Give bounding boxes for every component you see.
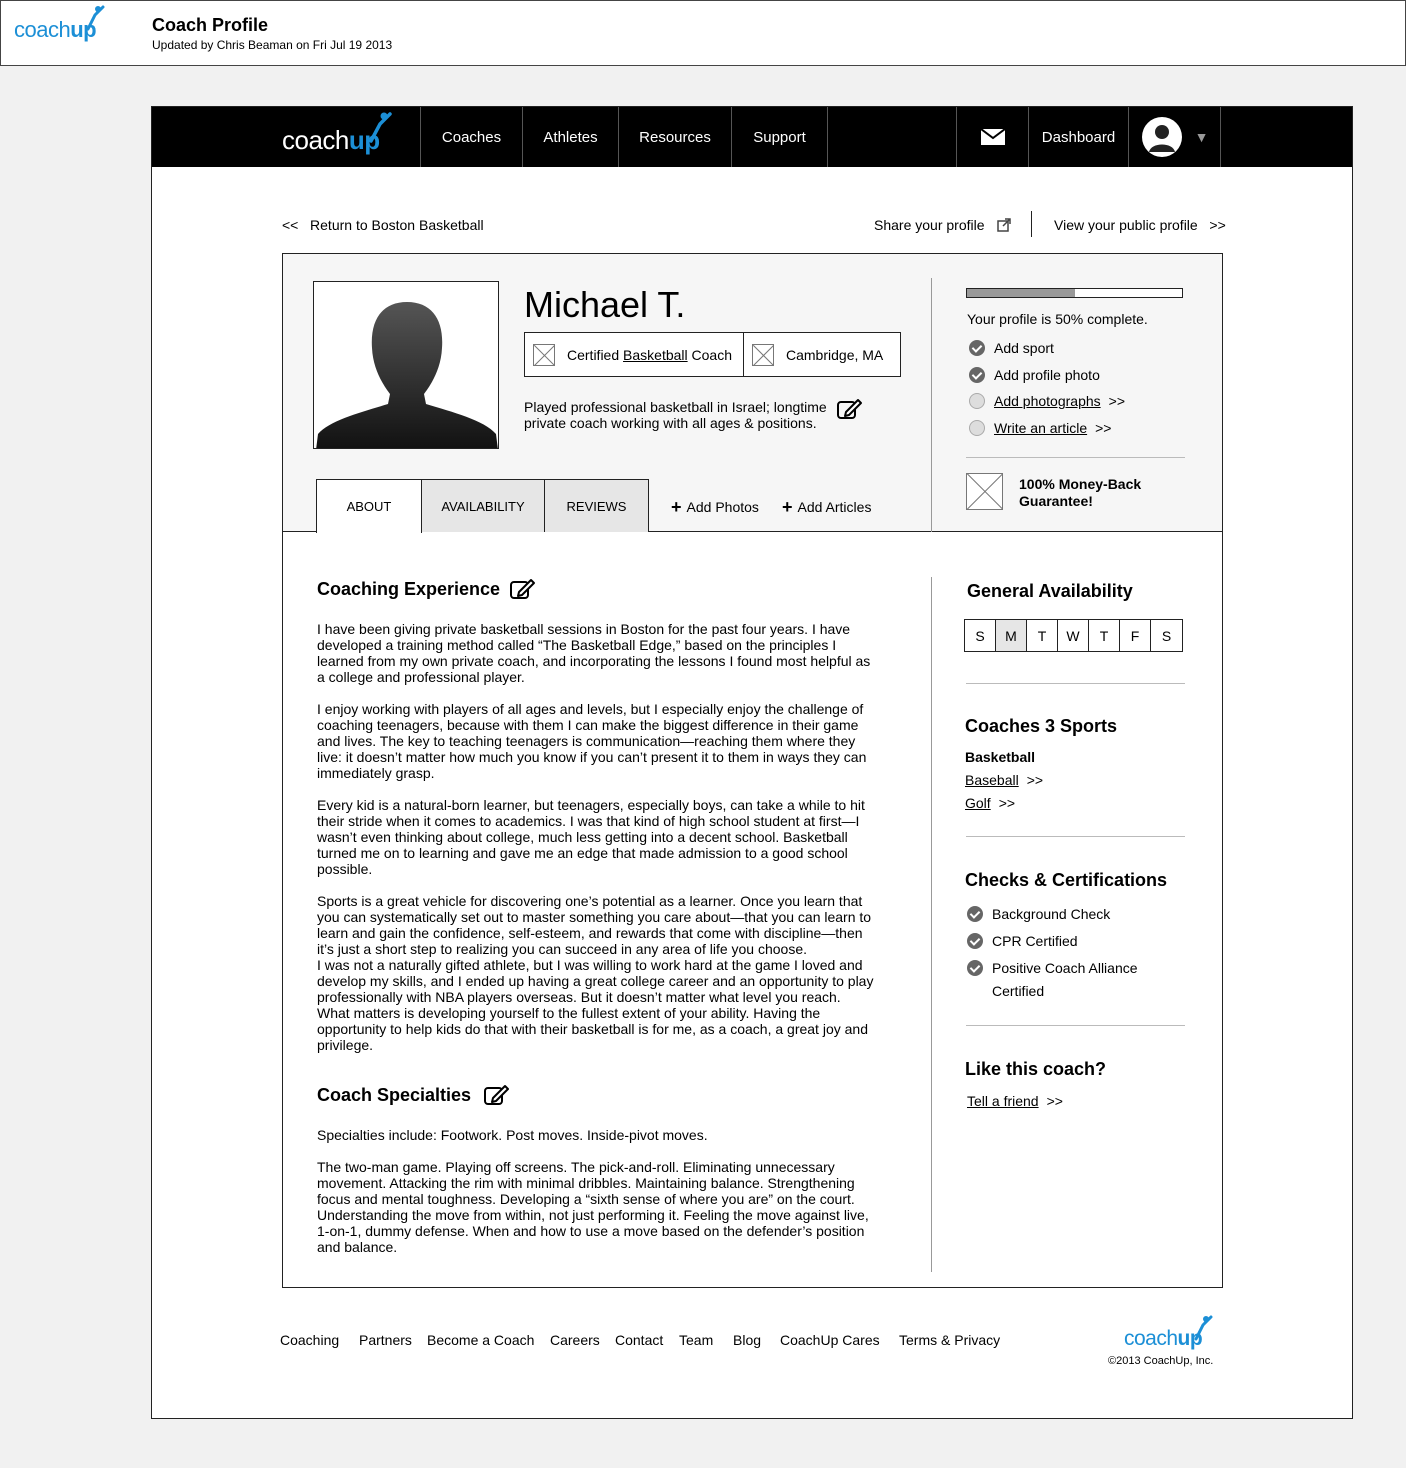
day-wednesday: W bbox=[1058, 620, 1089, 651]
day-friday: F bbox=[1120, 620, 1151, 651]
doc-header bbox=[0, 0, 1406, 66]
footer-become-coach[interactable]: Become a Coach bbox=[427, 1332, 535, 1348]
like-coach-title: Like this coach? bbox=[965, 1059, 1107, 1079]
experience-paragraph: I have been giving private basketball sessions in Boston for the past four years. I have developed a training method called “The Basketball Edge,” based on the principles I learned from my own private coach, and incorporating the lessons I found most helpful as a college and professional player. bbox=[317, 621, 871, 685]
footer-careers[interactable]: Careers bbox=[550, 1332, 600, 1348]
logo-figure-icon bbox=[84, 5, 106, 31]
tell-a-friend-link[interactable]: Tell a friend >> bbox=[967, 1093, 1063, 1109]
certifications-title: Checks & Certifications bbox=[965, 870, 1168, 890]
messages-button[interactable] bbox=[956, 107, 1028, 167]
nav-resources[interactable]: Resources bbox=[618, 107, 731, 167]
link-divider bbox=[1031, 211, 1032, 237]
nav-separator bbox=[827, 107, 828, 167]
footer-coaching[interactable]: Coaching bbox=[280, 1332, 340, 1348]
cert-cpr: CPR Certified bbox=[967, 933, 1078, 949]
profile-progress-text: Your profile is 50% complete. bbox=[967, 311, 1148, 327]
back-link[interactable]: << Return to Boston Basketball bbox=[282, 217, 484, 233]
user-menu[interactable] bbox=[1128, 107, 1221, 167]
page-frame bbox=[151, 106, 1353, 1419]
checklist-add-photographs[interactable]: Add photographs >> bbox=[969, 393, 1125, 409]
doc-title: Coach Profile bbox=[152, 15, 269, 35]
edit-experience-icon[interactable] bbox=[510, 578, 536, 600]
tab-about[interactable]: ABOUT bbox=[316, 479, 422, 533]
footer-terms-privacy[interactable]: Terms & Privacy bbox=[899, 1332, 1001, 1348]
edit-specialties-icon[interactable] bbox=[484, 1084, 510, 1106]
unchecked-circle-icon bbox=[969, 420, 985, 436]
cert-positive-coach-alliance: Positive Coach Alliance bbox=[967, 960, 1138, 976]
plus-icon: + bbox=[782, 497, 793, 517]
tab-availability[interactable]: AVAILABILITY bbox=[421, 479, 545, 532]
logo-figure-icon bbox=[366, 111, 394, 143]
sport-link-baseball[interactable]: Baseball >> bbox=[965, 772, 1044, 788]
footer-coachup-cares[interactable]: CoachUp Cares bbox=[780, 1332, 880, 1348]
availability-days bbox=[964, 619, 1183, 652]
profile-card bbox=[282, 253, 1223, 1288]
day-monday: M bbox=[996, 620, 1027, 651]
coach-bio: Played professional basketball in Israel; longtime private coach working with all ages & positions. bbox=[524, 399, 827, 431]
nav-logo[interactable]: coachup bbox=[282, 125, 380, 156]
copyright: ©2013 CoachUp, Inc. bbox=[1108, 1355, 1214, 1367]
doc-logo: coachup bbox=[14, 17, 96, 43]
placeholder-image-icon bbox=[752, 344, 774, 366]
sidebar-divider bbox=[966, 1025, 1185, 1026]
tab-reviews[interactable]: REVIEWS bbox=[544, 479, 649, 532]
check-icon bbox=[969, 340, 985, 356]
header-divider bbox=[931, 278, 932, 532]
day-saturday: S bbox=[1161, 627, 1172, 644]
external-link-icon bbox=[997, 218, 1011, 232]
day-thursday: T bbox=[1089, 620, 1120, 651]
unchecked-circle-icon bbox=[969, 393, 985, 409]
certification-tag: Certified Basketball Coach bbox=[524, 332, 744, 377]
experience-paragraph: I enjoy working with players of all ages and levels, but I especially enjoy the challenge of coaching teenagers, because with them I can make the biggest difference in their game and lives. The key to teaching teenagers is communication—reaching them where they live: it doesn’t matter how much you know if you can’t present it to them in ways they can immediately grasp. bbox=[317, 701, 867, 781]
coach-specialties-title: Coach Specialties bbox=[317, 1085, 472, 1105]
content-divider bbox=[931, 577, 932, 1272]
general-availability-title: General Availability bbox=[967, 581, 1133, 601]
experience-paragraph: I was not a naturally gifted athlete, but I was willing to work hard at the game I loved and develop my skills, and I ended up having a great college career and an opportunity to play professionally with NBA players overseas. But it doesn’t matter what level you reach. What matters is developing yourself to the fullest extent of your ability. Having the opportunity to help kids do that with their basketball is for me, as a coach, a great joy and privilege. bbox=[317, 957, 874, 1053]
coaching-experience-title: Coaching Experience bbox=[317, 579, 501, 599]
doc-subtitle: Updated by Chris Beaman on Fri Jul 19 2013 bbox=[152, 38, 393, 52]
footer-team[interactable]: Team bbox=[679, 1332, 714, 1348]
cert-positive-coach-alliance-cont: Certified bbox=[992, 983, 1045, 999]
day-sunday: S bbox=[965, 620, 996, 651]
envelope-icon bbox=[981, 129, 1005, 145]
logo-figure-icon bbox=[1192, 1315, 1214, 1341]
experience-paragraph: Every kid is a natural-born learner, but teenagers, especially boys, can take a while to hit their stride when it comes to academics. I was that kind of high school student at first—I wasn’t even thinking about college, much less getting into a decent school. Basketball turned me on to learning and gave me an edge that made admission to a good school possible. bbox=[317, 797, 865, 877]
coach-name: Michael T. bbox=[524, 284, 686, 325]
view-public-profile-link[interactable]: View your public profile >> bbox=[1054, 217, 1226, 233]
check-icon bbox=[967, 960, 983, 976]
footer-logo[interactable]: coachup bbox=[1124, 1327, 1202, 1351]
plus-icon: + bbox=[671, 497, 682, 517]
primary-sport: Basketball bbox=[965, 749, 1036, 765]
nav-athletes[interactable]: Athletes bbox=[522, 107, 618, 167]
footer-partners[interactable]: Partners bbox=[359, 1332, 412, 1348]
checklist-divider bbox=[966, 457, 1185, 458]
checklist-add-sport: Add sport bbox=[969, 340, 1054, 356]
person-silhouette-icon bbox=[314, 282, 499, 449]
sidebar-divider bbox=[966, 836, 1185, 837]
experience-paragraph: Sports is a great vehicle for discovering one’s potential as a learner. Once you learn that you can systematically set out to master something you care about—that you can learn to learn and gain the confidence, self-esteem, and rewards that come with discipline—then it’s just a short step to realizing you can succeed in any area of life you choose. bbox=[317, 893, 872, 957]
avatar-icon bbox=[1141, 116, 1183, 158]
navbar bbox=[152, 107, 1352, 167]
sports-title: Coaches 3 Sports bbox=[965, 716, 1118, 736]
check-icon bbox=[967, 906, 983, 922]
check-icon bbox=[969, 367, 985, 383]
progress-fill bbox=[967, 289, 1075, 297]
specialties-paragraph: The two-man game. Playing off screens. The pick-and-roll. Eliminating unnecessary movement. Attacking the rim with minimal dribbles. Maintaining balance. Strengthening focus and mental toughness. Developing a “sixth sense of where you are” on the court. Understanding the move from within, not just performing it. Feeling the move against live, 1-on-1, dummy defense. When and how to use a move based on the defender’s position and balance. bbox=[317, 1159, 869, 1255]
profile-progress-bar bbox=[966, 288, 1183, 298]
add-articles-button[interactable]: + Add Articles bbox=[782, 497, 872, 517]
nav-coaches[interactable]: Coaches bbox=[420, 107, 522, 167]
profile-header bbox=[283, 254, 1222, 532]
chevron-down-icon: ▼ bbox=[1194, 129, 1209, 145]
share-profile-link[interactable]: Share your profile bbox=[874, 217, 1011, 233]
placeholder-image-icon bbox=[533, 344, 555, 366]
footer-contact[interactable]: Contact bbox=[615, 1332, 664, 1348]
checklist-add-profile-photo: Add profile photo bbox=[969, 367, 1100, 383]
specialties-paragraph: Specialties include: Footwork. Post moves. Inside-pivot moves. bbox=[317, 1127, 708, 1143]
sidebar-divider bbox=[966, 683, 1185, 684]
check-icon bbox=[967, 933, 983, 949]
cert-background-check: Background Check bbox=[967, 906, 1110, 922]
checklist-write-article[interactable]: Write an article >> bbox=[969, 420, 1111, 436]
add-photos-button[interactable]: + Add Photos bbox=[671, 497, 759, 517]
edit-bio-icon[interactable] bbox=[837, 398, 863, 420]
guarantee-image-placeholder bbox=[966, 473, 1003, 510]
nav-support[interactable]: Support bbox=[731, 107, 827, 167]
profile-photo[interactable] bbox=[313, 281, 499, 449]
day-tuesday: T bbox=[1027, 620, 1058, 651]
footer-blog[interactable]: Blog bbox=[733, 1332, 762, 1348]
sport-link-golf[interactable]: Golf >> bbox=[965, 795, 1016, 811]
nav-dashboard[interactable]: Dashboard bbox=[1028, 107, 1128, 167]
location-tag: Cambridge, MA bbox=[743, 332, 901, 377]
sport-link[interactable]: Basketball bbox=[623, 346, 688, 363]
money-back-guarantee: 100% Money-Back Guarantee! bbox=[1019, 476, 1142, 509]
